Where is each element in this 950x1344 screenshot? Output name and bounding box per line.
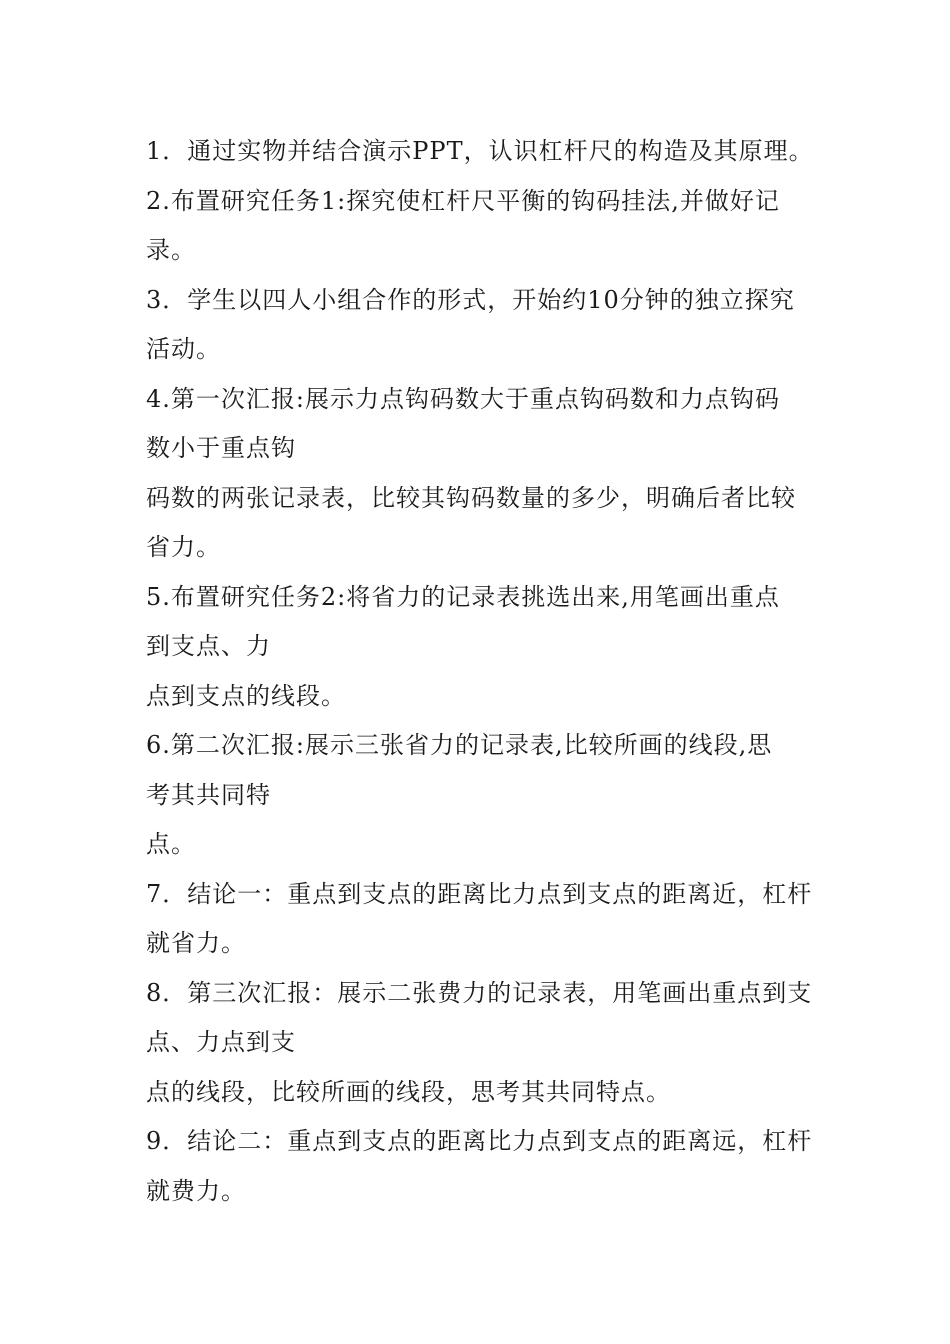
text-line: 点、力点到支 xyxy=(146,1028,296,1056)
text-line: 数小于重点钩 xyxy=(146,434,296,462)
text-line: 录。 xyxy=(146,236,196,264)
text-line: 6.第二次汇报:展示三张省力的记录表,比较所画的线段,思 xyxy=(146,731,773,759)
text-line: 2.布置研究任务1:探究使杠杆尺平衡的钩码挂法,并做好记 xyxy=(146,186,780,215)
text-line: 3．学生以四人小组合作的形式，开始约10分钟的独立探究 xyxy=(146,285,795,314)
text-line: 7．结论一：重点到支点的距离比力点到支点的距离近，杠杆 xyxy=(146,879,813,908)
text-line: 点。 xyxy=(146,830,196,858)
text-line: 1．通过实物并结合演示PPT，认识杠杆尺的构造及其原理。 xyxy=(146,137,814,165)
text-line: 到支点、力 xyxy=(146,632,271,660)
text-line: 9．结论二：重点到支点的距离比力点到支点的距离远，杠杆 xyxy=(146,1127,813,1155)
document-body xyxy=(146,127,826,1216)
text-line: 8．第三次汇报：展示二张费力的记录表，用笔画出重点到支 xyxy=(146,978,813,1007)
text-line: 点的线段，比较所画的线段，思考其共同特点。 xyxy=(146,1077,671,1106)
text-line: 码数的两张记录表，比较其钩码数量的多少，明确后者比较 xyxy=(146,483,796,512)
text-line: 点到支点的线段。 xyxy=(146,681,346,710)
text-line: 省力。 xyxy=(146,533,221,561)
text-line: 5.布置研究任务2:将省力的记录表挑选出来,用笔画出重点 xyxy=(146,582,780,611)
text-line: 就费力。 xyxy=(146,1176,246,1205)
text-line: 就省力。 xyxy=(146,929,246,957)
text-line: 4.第一次汇报:展示力点钩码数大于重点钩码数和力点钩码 xyxy=(146,384,780,413)
text-line: 活动。 xyxy=(146,335,221,363)
text-line: 考其共同特 xyxy=(146,780,271,809)
